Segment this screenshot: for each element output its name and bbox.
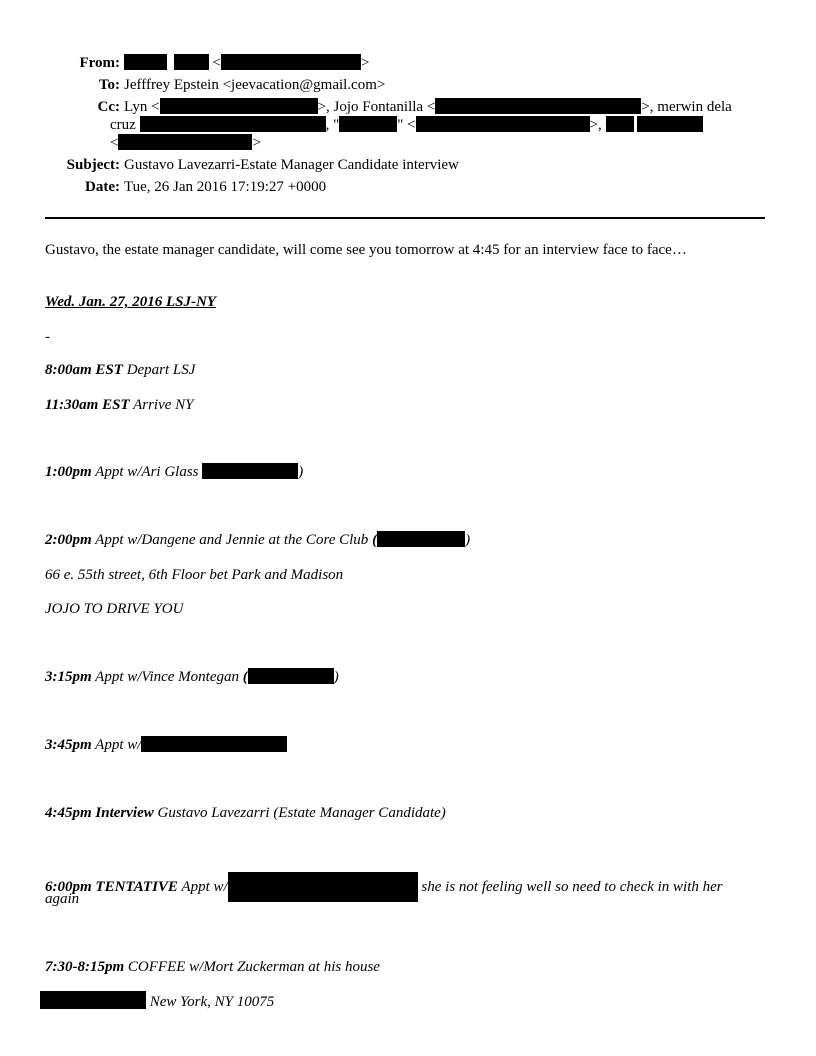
event-desc: Arrive NY (129, 397, 194, 413)
event-coffee (45, 958, 380, 976)
event-core-club-note: JOJO TO DRIVE YOU (45, 601, 184, 617)
event-tentative (45, 872, 723, 902)
cc-value-line1: Lyn < >, Jojo Fontanilla < >, merwin dela (124, 99, 732, 115)
redaction-block (202, 463, 298, 479)
event-desc: Appt w/Ari Glass (91, 464, 203, 480)
event-desc-cont: she is not feeling well so need to check in with her (417, 879, 723, 895)
redaction-block (377, 531, 465, 547)
event-345 (45, 736, 287, 754)
redaction-block (248, 668, 334, 684)
event-interview (45, 804, 446, 822)
event-vince: 3:15pm Appt w/Vince Montegan ( ) (45, 669, 339, 685)
event-arrive (45, 396, 194, 414)
subject-label: Subject: (66, 157, 120, 173)
from-value: < > (124, 54, 369, 72)
date-label: Date: (85, 179, 120, 195)
event-time: 6:00pm TENTATIVE (45, 879, 178, 895)
event-desc: Gustavo Lavezarri (Estate Manager Candidate) (153, 805, 446, 821)
redaction-block (339, 116, 397, 132)
event-desc: Appt w/Dangene and Jennie at the Core Club (91, 532, 373, 548)
redaction-block (140, 116, 326, 132)
redaction-block (416, 116, 590, 132)
from-label: From: (79, 55, 120, 71)
redaction-block (606, 116, 634, 132)
event-time: 8:00am EST (45, 362, 123, 378)
to-label: To: (98, 77, 120, 93)
redaction-block (221, 54, 361, 70)
header-divider (45, 217, 765, 219)
redaction-block (174, 54, 209, 70)
event-time: 1:00pm (45, 464, 92, 480)
to-value: Jefffrey Epstein <jeevacation@gmail.com> (124, 77, 386, 93)
event-desc: Depart LSJ (122, 362, 196, 378)
date-value: Tue, 26 Jan 2016 17:19:27 +0000 (124, 179, 327, 195)
redaction-block (40, 991, 146, 1009)
redaction-block (141, 736, 287, 752)
event-desc: COFFEE w/Mort Zuckerman at his house (124, 959, 380, 975)
event-ari-glass: 1:00pm Appt w/Ari Glass ) (45, 464, 304, 480)
event-time: 3:45pm (45, 737, 92, 753)
cc-label: Cc: (97, 99, 120, 115)
event-time: 3:15pm (45, 669, 92, 685)
event-time: 4:45pm Interview (45, 805, 154, 821)
event-time: 7:30-8:15pm (45, 959, 125, 975)
dash-mark: - (45, 329, 50, 345)
cc-value-line2: cruz , " " < >, (110, 116, 703, 134)
event-core-club: 2:00pm Appt w/Dangene and Jennie at the Core Club ( ) (45, 532, 471, 548)
redaction-block (118, 134, 252, 150)
redaction-block (637, 116, 703, 132)
event-time: 11:30am EST (45, 397, 130, 413)
redaction-block (124, 54, 167, 70)
intro-text: Gustavo, the estate manager candidate, will come see you tomorrow at 4:45 for an interview face to face… (45, 242, 687, 258)
event-time: 2:00pm (45, 532, 92, 548)
event-depart (45, 361, 195, 379)
redaction-block (435, 98, 641, 114)
event-desc: Appt w/ (177, 879, 228, 895)
event-core-club-address: 66 e. 55th street, 6th Floor bet Park and Madison (45, 567, 344, 583)
subject-value: Gustavo Lavezarri-Estate Manager Candidate interview (124, 157, 459, 173)
event-tentative-cont: again (45, 891, 80, 907)
redaction-block (228, 872, 418, 902)
event-coffee-address: New York, NY 10075 (40, 991, 274, 1011)
day-heading: Wed. Jan. 27, 2016 LSJ-NY (45, 294, 216, 310)
event-desc: Appt w/ (91, 737, 142, 753)
redaction-block (160, 98, 318, 114)
event-desc: Appt w/Vince Montegan (91, 669, 243, 685)
cc-value-line3: < > (110, 135, 261, 151)
